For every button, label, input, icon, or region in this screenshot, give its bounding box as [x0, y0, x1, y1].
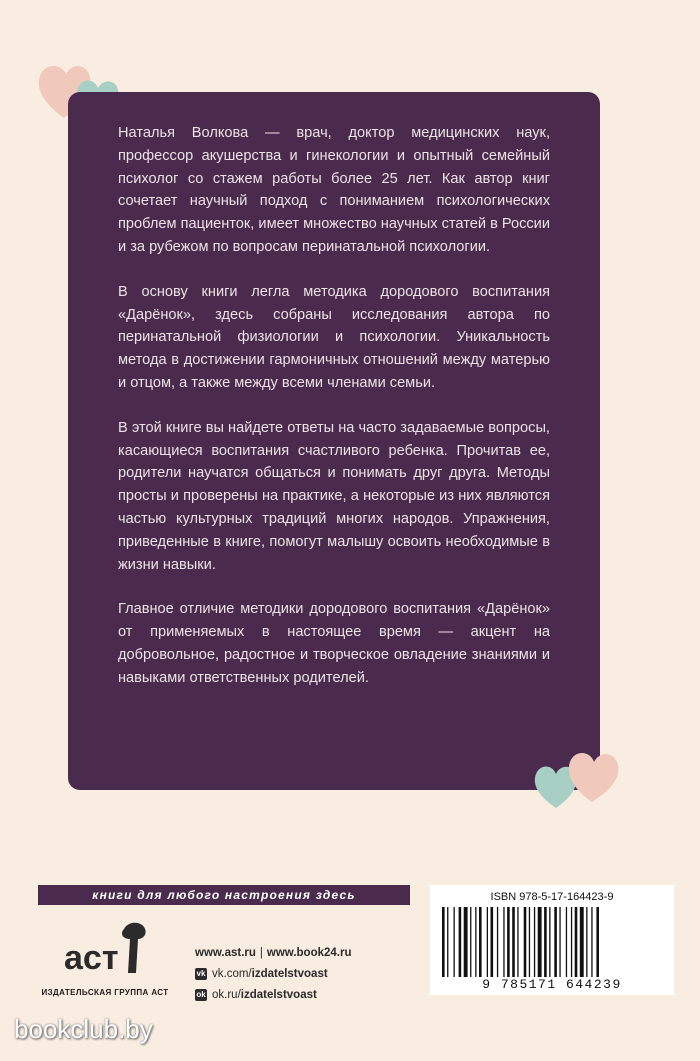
- description-paragraph: В этой книге вы найдете ответы на часто задаваемые вопросы, касающиеся воспитания счастливого ребенка. Прочитав ее, родители научатся общаться и понимать друг друга. Методы просты и проверены на практике, а некоторые из них являются частью культурных традиций многих народов. Упражнения, приведенные в книге, помогут малышу освоить необходимые в жизни навыки.: [118, 419, 550, 573]
- ok-icon: ok: [196, 990, 206, 999]
- ast-logo-icon: [52, 915, 162, 985]
- vk-row[interactable]: [195, 963, 351, 984]
- ok-prefix: ok.ru/: [212, 988, 241, 1001]
- isbn-label: ISBN 978-5-17-164423-9: [490, 891, 614, 903]
- logo-text: аст: [64, 939, 119, 977]
- publisher-caption: ИЗДАТЕЛЬСКАЯ ГРУППА АСТ: [41, 988, 169, 997]
- heart-decoration-icon: [530, 742, 624, 812]
- isbn-block: [430, 885, 674, 995]
- vk-prefix: vk.com/: [212, 967, 252, 980]
- ok-handle: izdatelstvoast: [240, 988, 317, 1001]
- barcode-icon: [440, 907, 664, 977]
- book-description: [118, 122, 550, 712]
- vk-handle: izdatelstvoast: [251, 967, 328, 980]
- description-paragraph: В основу книги легла методика дородового воспитания «Дарёнок», здесь собраны исследования автора по перинатальной физиологии и психологии. Уникальность метода в достижении гармоничных отношений между матерью и отцом, а также между всеми членами семьи.: [118, 283, 550, 391]
- description-paragraph: Главное отличие методики дородового воспитания «Дарёнок» от применяемых в настоящее время — акцент на добровольное, радостное и творческое овладение знаниями и навыками ответственных родителей.: [118, 601, 550, 686]
- publisher-links: [195, 942, 351, 1005]
- isbn-digits: 9 785171 644239: [482, 977, 622, 992]
- vk-icon: vk: [196, 969, 206, 978]
- site-link-ast[interactable]: www.ast.ru: [195, 946, 256, 959]
- description-paragraph: Наталья Волкова — врач, доктор медицинских наук, профессор акушерства и гинекологии и опытный семейный психолог со стажем работы более 25 лет. Как автор книг сочетает научный подход с пониманием психологических проблем пациенток, имеет множество научных статей в России и за рубежом по вопросам перинатальной психологии.: [118, 125, 550, 255]
- ok-row[interactable]: [195, 984, 351, 1005]
- watermark: bookclub.by: [14, 1014, 153, 1044]
- link-separator: |: [259, 946, 263, 959]
- tagline-banner: книги для любого настроения здесь: [38, 885, 410, 905]
- site-link-book24[interactable]: www.book24.ru: [266, 946, 352, 959]
- website-row: [195, 942, 351, 963]
